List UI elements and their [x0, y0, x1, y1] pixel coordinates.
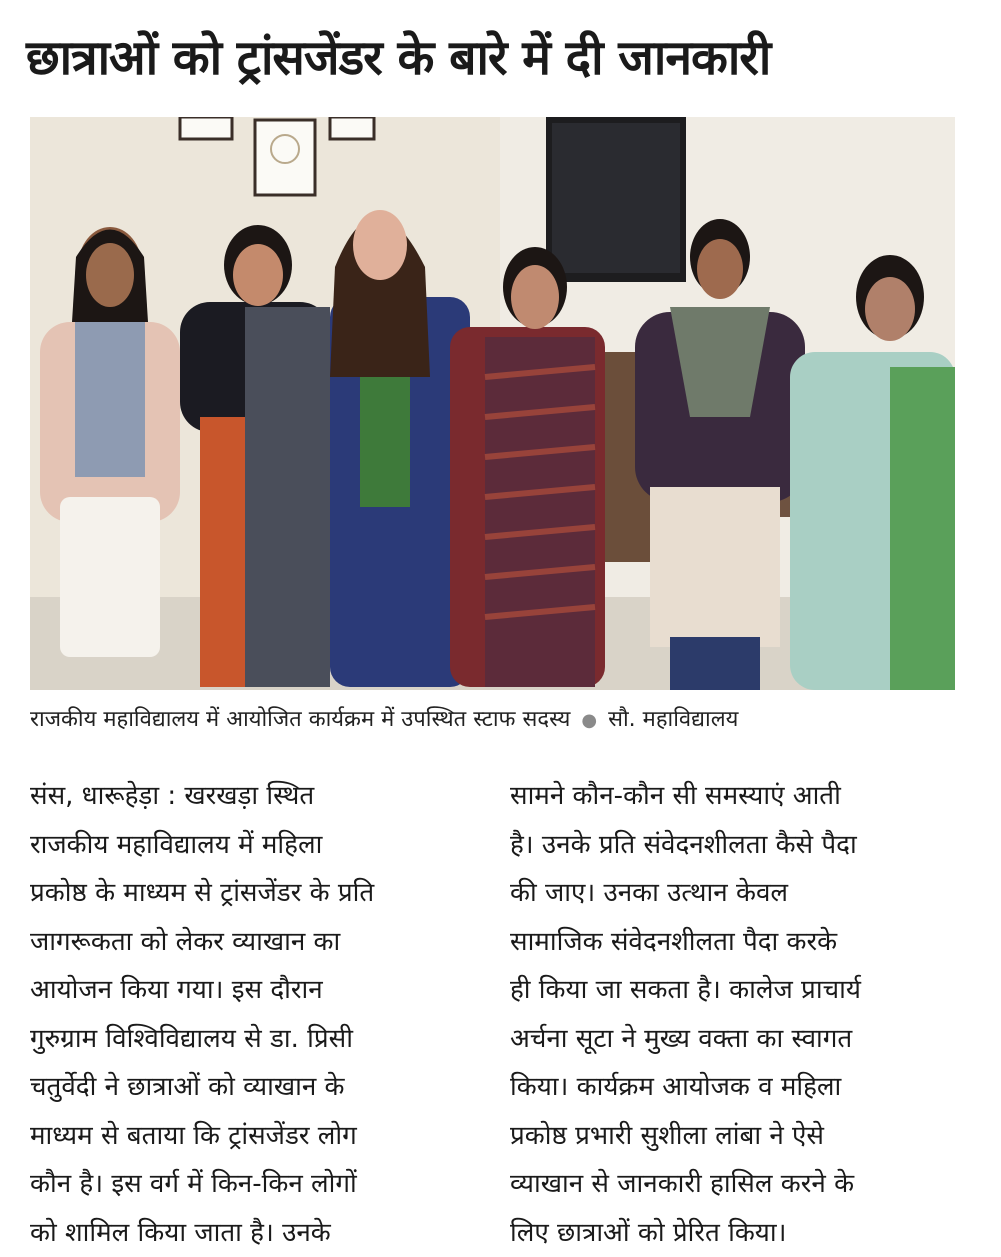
- article-line: ही किया जा सकता है। कालेज प्राचार्य: [510, 966, 950, 1015]
- caption-text: राजकीय महाविद्यालय में आयोजित कार्यक्रम में उपस्थित स्टाफ सदस्य: [30, 707, 570, 732]
- article-line: आयोजन किया गया। इस दौरान: [30, 966, 470, 1015]
- article-line: सामाजिक संवेदनशीलता पैदा करके: [510, 918, 950, 967]
- article-line: चतुर्वेदी ने छात्राओं को व्याखान के: [30, 1063, 470, 1112]
- photo-credit: सौ. महाविद्यालय: [608, 707, 738, 732]
- article-line: व्याखान से जानकारी हासिल करने के: [510, 1160, 950, 1209]
- headline: छात्राओं को ट्रांसजेंडर के बारे में दी जानकारी: [26, 18, 976, 98]
- bullet-icon: ●: [577, 710, 601, 731]
- article-line: किया। कार्यक्रम आयोजक व महिला: [510, 1063, 950, 1112]
- group-photo-illustration: [30, 117, 955, 690]
- article-line: अर्चना सूटा ने मुख्य वक्ता का स्वागत: [510, 1015, 950, 1064]
- news-photo: [30, 117, 955, 690]
- article-column-left: [30, 772, 470, 1257]
- article-line: कौन है। इस वर्ग में किन-किन लोगों: [30, 1160, 470, 1209]
- article-line: गुरुग्राम विश्विविद्यालय से डा. प्रिसी: [30, 1015, 470, 1064]
- article-line: सामने कौन-कौन सी समस्याएं आती: [510, 772, 950, 821]
- article-line: लिए छात्राओं को प्रेरित किया।: [510, 1209, 950, 1257]
- article-line: की जाए। उनका उत्थान केवल: [510, 869, 950, 918]
- article-line: राजकीय महाविद्यालय में महिला: [30, 821, 470, 870]
- article-line: जागरूकता को लेकर व्याखान का: [30, 918, 470, 967]
- article-line: प्रकोष्ठ प्रभारी सुशीला लांबा ने ऐसे: [510, 1112, 950, 1161]
- article-line: है। उनके प्रति संवेदनशीलता कैसे पैदा: [510, 821, 950, 870]
- article-line: को शामिल किया जाता है। उनके: [30, 1209, 470, 1257]
- photo-caption: [30, 700, 970, 741]
- article-column-right: [510, 772, 950, 1257]
- article-line: माध्यम से बताया कि ट्रांसजेंडर लोग: [30, 1112, 470, 1161]
- article-line: संस, धारूहेड़ा : खरखड़ा स्थित: [30, 772, 470, 821]
- article-line: प्रकोष्ठ के माध्यम से ट्रांसजेंडर के प्रति: [30, 869, 470, 918]
